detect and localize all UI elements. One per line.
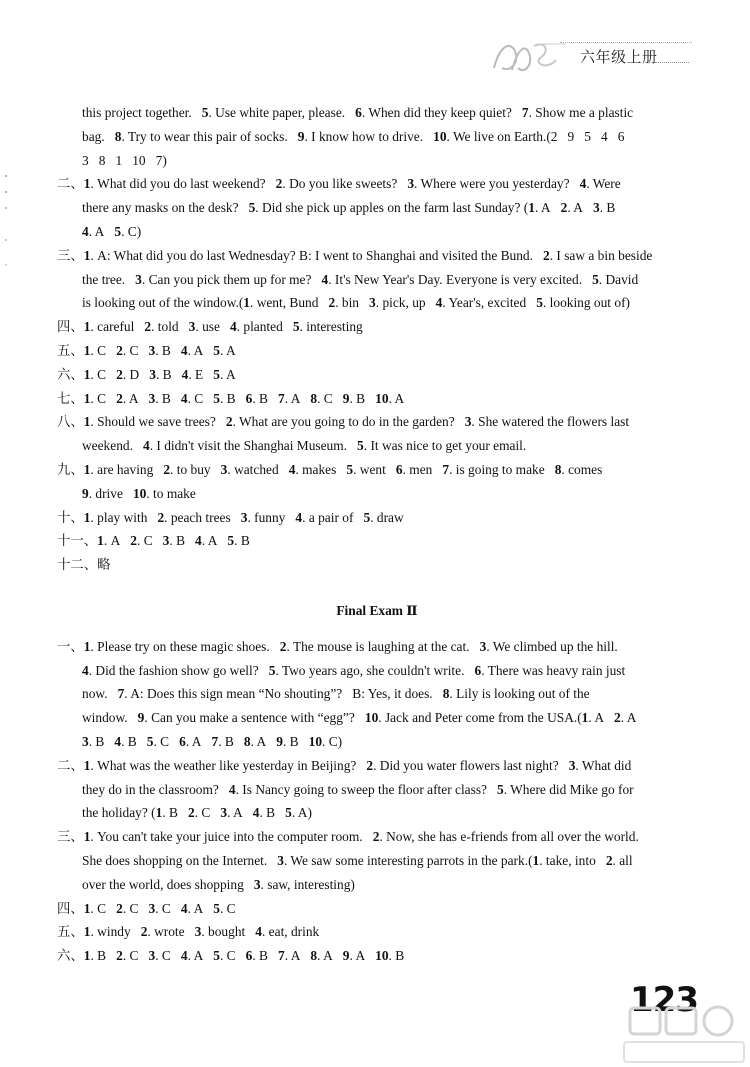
page-number: 123 <box>630 980 698 1020</box>
answer-line: the holiday? (1. B 2. C 3. A 4. B 5. A) <box>82 805 312 821</box>
header-dots <box>655 62 689 63</box>
answer-line: 4. Did the fashion show go well? 5. Two years ago, she couldn't write. 6. There was heavy rain just <box>82 662 626 678</box>
answer-line: 3 8 1 10 7) <box>82 152 167 168</box>
answer-line: the tree. 3. Can you pick them up for me? 4. It's New Year's Day. Everyone is very excited. 5. David <box>82 271 639 287</box>
answer-line: 3. B 4. B 5. C 6. A 7. B 8. A 9. B 10. C) <box>82 733 343 749</box>
margin-marks <box>2 170 10 290</box>
answer-line: 四、1. careful 2. told 3. use 4. planted 5. interesting <box>57 319 363 335</box>
answer-line: 六、1. B 2. C 3. C 4. A 5. C 6. B 7. A 8. A 9. A 10. B <box>57 948 405 964</box>
answer-line: there any masks on the desk? 5. Did she pick up apples on the farm last Sunday? (1. A 2. A 3. B <box>82 200 616 216</box>
answer-line: this project together. 5. Use white paper, please. 6. When did they keep quiet? 7. Show me a plastic <box>82 105 634 120</box>
answer-line: over the world, does shopping 3. saw, interesting) <box>82 876 355 892</box>
answer-line: 十一、1. A 2. C 3. B 4. A 5. B <box>57 533 250 549</box>
answer-block-exam-1 <box>57 101 697 577</box>
answer-line: 三、1. A: What did you do last Wednesday? B: I went to Shanghai and visited the Bund. 2. I saw a bin beside <box>57 247 653 263</box>
answer-line: 9. drive 10. to make <box>82 485 196 501</box>
answer-line: 二、1. What did you do last weekend? 2. Do you like sweets? 3. Where were you yesterday? 4. Were <box>57 176 621 192</box>
answer-line: 五、1. windy 2. wrote 3. bought 4. eat, drink <box>57 924 320 940</box>
answer-line: 二、1. What was the weather like yesterday in Beijing? 2. Did you water flowers last night? 3. What did <box>57 757 632 773</box>
answer-content <box>57 101 697 968</box>
section-title: Final Exam Ⅱ <box>336 602 418 618</box>
answer-line: bag. 8. Try to wear this pair of socks. 9. I know how to drive. 10. We live on Earth.(2 9 5 4 6 <box>82 128 625 144</box>
answer-line: 七、1. C 2. A 3. B 4. C 5. B 6. B 7. A 8. C 9. B 10. A <box>57 390 405 406</box>
header-grade: 六年级上册 <box>580 48 658 66</box>
watermark-logo <box>600 1000 750 1067</box>
answer-line: they do in the classroom? 4. Is Nancy going to sweep the floor after class? 5. Where did Mike go for <box>82 781 634 797</box>
answer-line: is looking out of the window.(1. went, Bund 2. bin 3. pick, up 4. Year's, excited 5. looking out of) <box>82 295 630 311</box>
header-logo-icon <box>490 34 570 80</box>
answer-line: 六、1. C 2. D 3. B 4. E 5. A <box>57 366 236 382</box>
answer-line: 4. A 5. C) <box>82 223 142 239</box>
answer-line: window. 9. Can you make a sentence with “egg”? 10. Jack and Peter come from the USA.(1. A 2. A <box>82 710 637 726</box>
answer-line: 一、1. Please try on these magic shoes. 2. The mouse is laughing at the cat. 3. We climbed up the hill. <box>57 638 618 654</box>
answer-line: weekend. 4. I didn't visit the Shanghai Museum. 5. It was nice to get your email. <box>82 438 527 454</box>
answer-line: 九、1. are having 2. to buy 3. watched 4. makes 5. went 6. men 7. is going to make 8. comes <box>57 461 603 477</box>
answer-line: 八、1. Should we save trees? 2. What are you going to do in the garden? 3. She watered the flowers last <box>57 414 630 430</box>
answer-line: 四、1. C 2. C 3. C 4. A 5. C <box>57 900 236 916</box>
answer-line: She does shopping on the Internet. 3. We saw some interesting parrots in the park.(1. take, into 2. all <box>82 852 633 868</box>
answer-block-exam-2 <box>57 635 697 968</box>
answer-line: now. 7. A: Does this sign mean “No shouting”? B: Yes, it does. 8. Lily is looking out of the <box>82 686 590 702</box>
answer-line: 三、1. You can't take your juice into the computer room. 2. Now, she has e-friends from all over the world. <box>57 829 639 845</box>
header-rule <box>560 42 692 43</box>
answer-line: 十二、略 <box>57 557 111 573</box>
answer-line: 十、1. play with 2. peach trees 3. funny 4. a pair of 5. draw <box>57 509 404 525</box>
answer-line: 五、1. C 2. C 3. B 4. A 5. A <box>57 342 236 358</box>
